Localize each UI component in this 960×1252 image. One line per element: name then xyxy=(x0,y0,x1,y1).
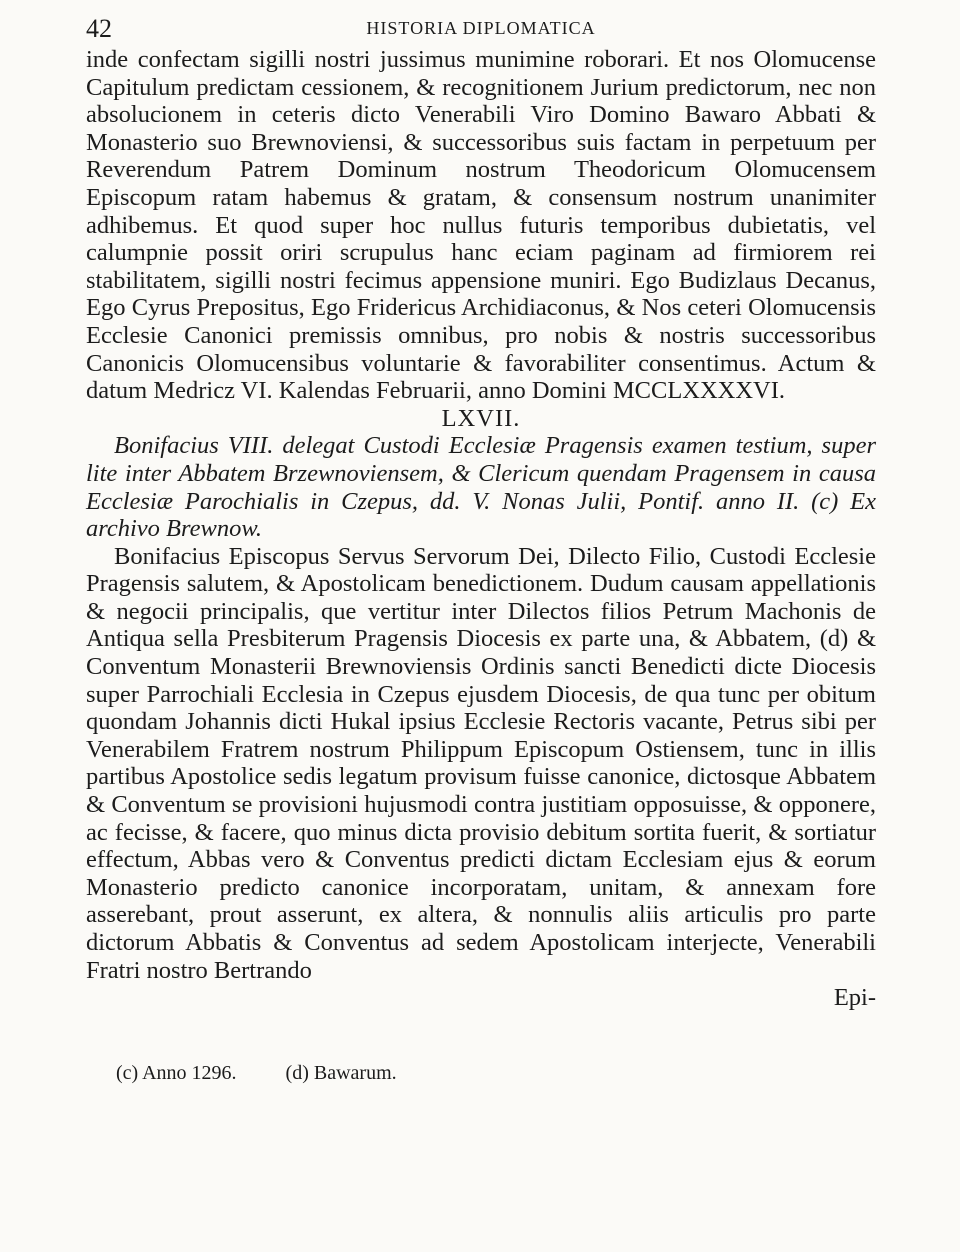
page-number: 42 xyxy=(86,14,112,43)
footnotes xyxy=(116,1062,876,1085)
footnote-d: (d) Bawarum. xyxy=(285,1062,397,1084)
running-title: HISTORIA DIPLOMATICA xyxy=(366,18,596,38)
document-67-text: Bonifacius Episcopus Servus Servorum Dei, Dilecto Filio, Custodi Ecclesie Pragensis salutem, & Apostolicam benedictionem. Dudum causam appellationis & negocii principalis, que vertitur inter Dilectos filios Petrum Machonis de Antiqua sella Presbiterum Pragensis Diocesis ex parte una, & Abbatem, (d) & Conventum Monasterii Brewnoviensis Ordinis sancti Benedicti dicte Diocesis super Parrochiali Ecclesia in Czepus ejusdem Diocesis, de qua tunc per obitum quondam Johannis dicti Hukal ipsius Ecclesie Rectoris vacante, Petrus sibi per Venerabilem Fratrem nostrum Philippum Episcopum Ostiensem, tunc in illis partibus Apostolice sedis legatum provisum fuisse canonice, dictosque Abbatem & Conventum se provisioni hujusmodi contra justitiam opposuisse, & opponere, ac fecisse, & facere, quo minus dicta provisio debitum sortita fuerit, & sortiatur effectum, Abbas vero & Conventus predicti dictam Ecclesiam ejus & eorum Monasterio predicto canonice incorporatam, unitam, & annexam fore asserebant, prout asserunt, ex altera, & nonnulis aliis articulis pro parte dictorum Abbatis & Conventus ad sedem Apostolicam interjecte, Venerabili Fratri nostro Bertrando xyxy=(86,542,876,984)
footnote-c: (c) Anno 1296. xyxy=(116,1062,237,1084)
document-number: LXVII. xyxy=(441,404,521,432)
page-header xyxy=(86,8,876,44)
catchword: Epi- xyxy=(833,984,876,1012)
document-rubric: Bonifacius VIII. delegat Custodi Ecclesiæ Pragensis examen testium, super lite inter Abbatem Brzewnoviensem, & Clericum quendam Pragensem in causa Ecclesiæ Parochialis in Czepus, dd. V. Nonas Julii, Pontif. anno II. (c) Ex archivo Brewnow. xyxy=(86,432,876,543)
body-text xyxy=(86,46,876,1012)
document-66-conclusion: inde confectam sigilli nostri jussimus muniminе roborari. Et nos Olomucense Capitulum predictam cessionem, & recognitionem Jurium predictorum, nec non absolucionem in ceteris dicto Venerabili Viro Domino Bawaro Abbati & Monasterio suo Brewnoviensi, & successoribus suis factam in perpetuum per Reverendum Patrem Dominum nostrum Theodoricum Olomucensem Episcopum ratam habemus & gratam, & consensum nostrum unanimiter adhibemus. Et quod super hoc nullus futuris temporibus dubietatis, vel calumpnie possit oriri scrupulus hanc eciam paginam ad firmiorem rei stabilitatem, sigilli nostri fecimus appensione muniri. Ego Budizlaus Decanus, Ego Cyrus Prepositus, Ego Fridericus Archidiaconus, & Nos ceteri Olomucensis Ecclesie Canonici premissis omnibus, pro nobis & nostris successoribus Canonicis Olomucensibus voluntarie & favorabiliter consentimus. Actum & datum Medricz VI. Kalendas Februarii, anno Domini MCCLXXXXVI. xyxy=(86,46,876,405)
